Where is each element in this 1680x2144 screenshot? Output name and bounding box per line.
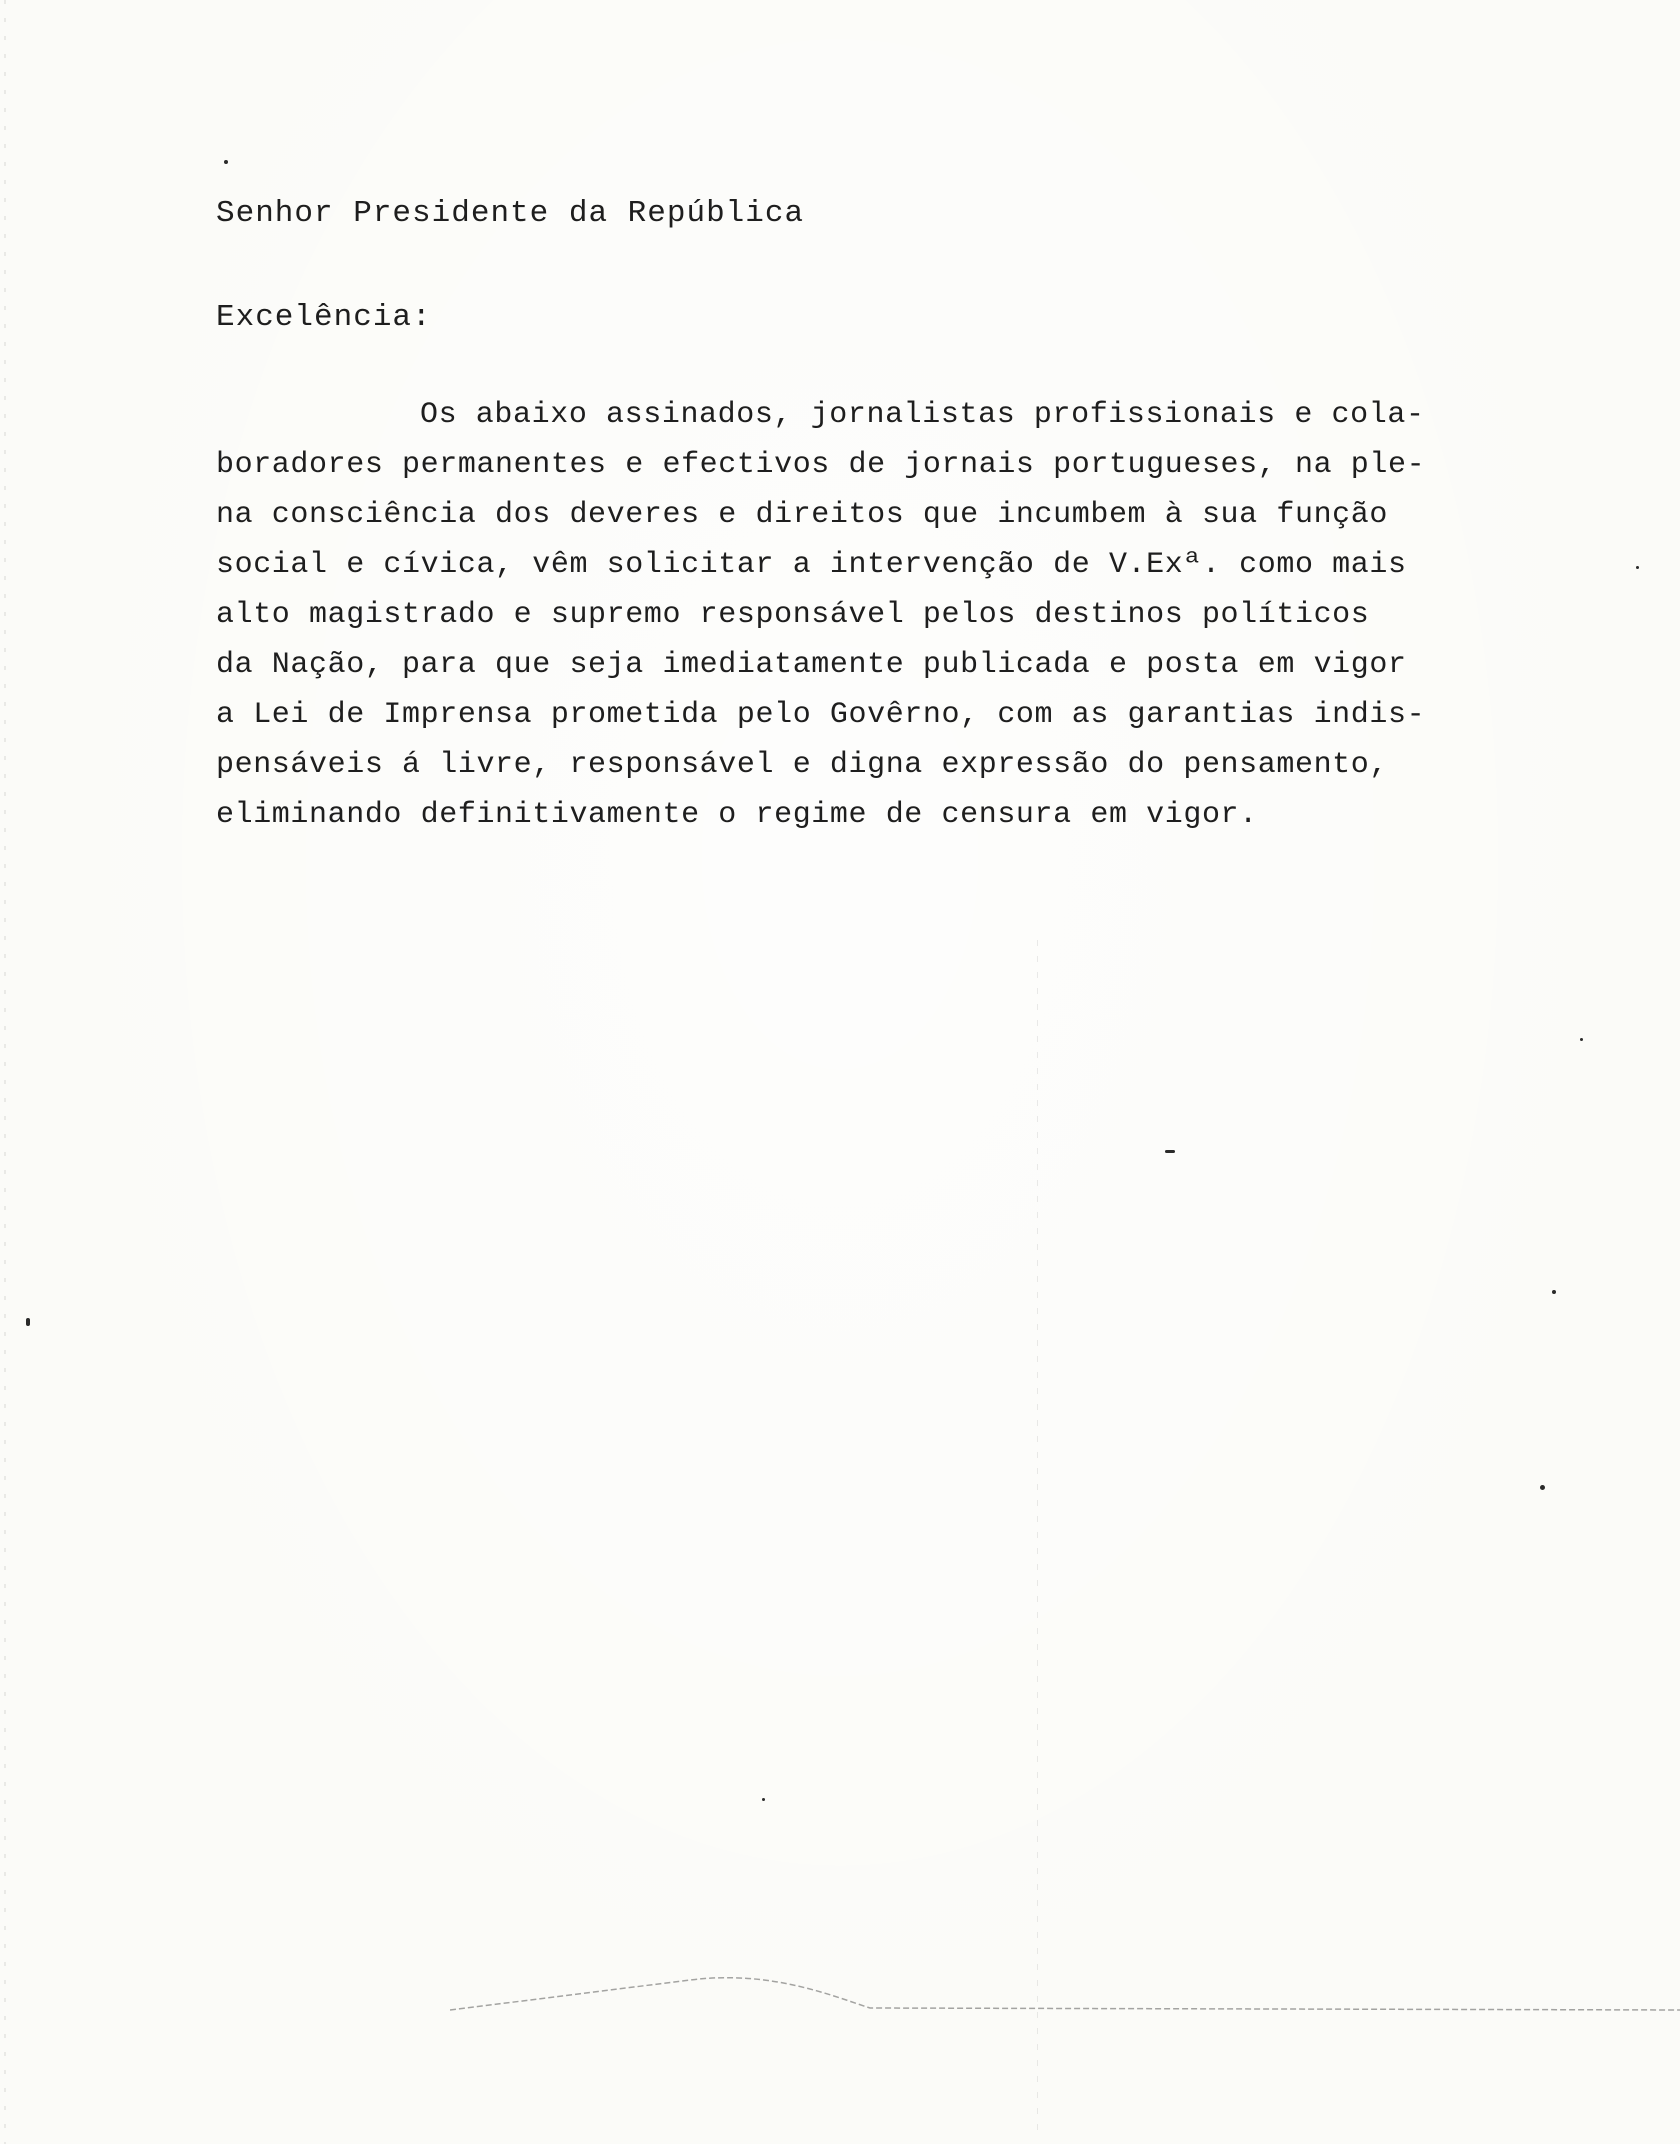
- ink-speck: [1580, 1038, 1583, 1041]
- body-line: boradores permanentes e efectivos de jornais portugueses, na ple-: [216, 448, 1426, 482]
- body-line: pensáveis á livre, responsável e digna expressão do pensamento,: [216, 748, 1388, 782]
- body-line: social e cívica, vêm solicitar a intervenção de V.Exª. como mais: [216, 548, 1407, 582]
- ink-speck: [762, 1798, 765, 1801]
- letter-body: [216, 390, 1536, 840]
- body-line: da Nação, para que seja imediatamente publicada e posta em vigor: [216, 648, 1407, 682]
- scan-edge-artifact: [4, 0, 6, 2144]
- body-line: na consciência dos deveres e direitos que incumbem à sua função: [216, 498, 1388, 532]
- ink-speck: [1165, 1150, 1175, 1153]
- greeting: Excelência:: [216, 300, 432, 335]
- body-line: Os abaixo assinados, jornalistas profissionais e cola-: [420, 398, 1425, 432]
- ink-speck: [26, 1318, 30, 1326]
- body-line: a Lei de Imprensa prometida pelo Govêrno, com as garantias indis-: [216, 698, 1426, 732]
- ink-speck: [224, 160, 228, 164]
- body-line: eliminando definitivamente o regime de censura em vigor.: [216, 798, 1258, 832]
- salutation: Senhor Presidente da República: [216, 196, 805, 231]
- body-line: alto magistrado e supremo responsável pelos destinos políticos: [216, 598, 1370, 632]
- ink-speck: [1636, 566, 1639, 569]
- paper-fold-line: [450, 1960, 1680, 2020]
- ink-speck: [1552, 1290, 1556, 1294]
- ink-speck: [1540, 1485, 1545, 1490]
